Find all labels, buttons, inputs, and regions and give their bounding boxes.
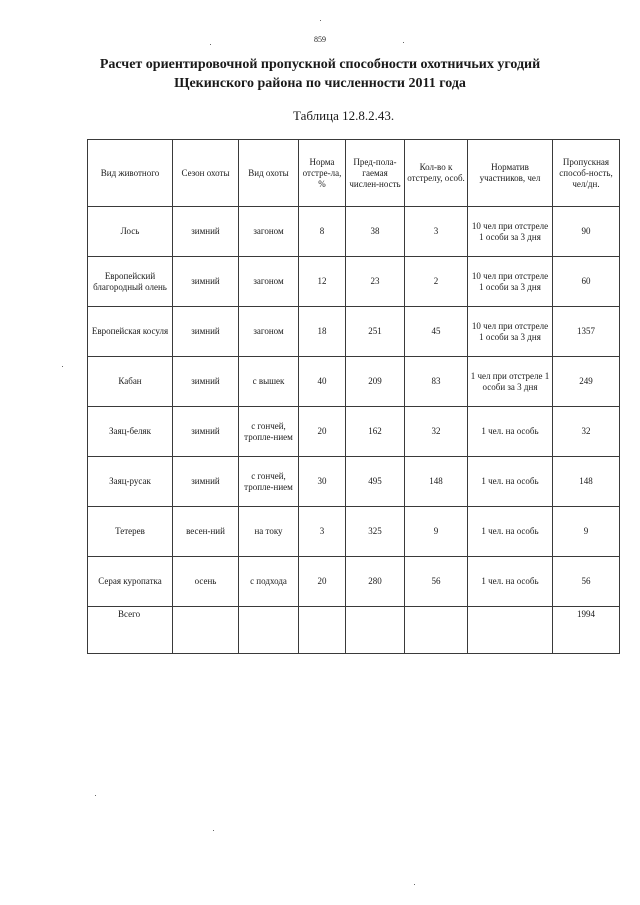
cell-capacity: 148 — [553, 457, 620, 507]
cell-quota: 83 — [405, 357, 468, 407]
cell-population: 280 — [346, 557, 405, 607]
cell-norm: 40 — [299, 357, 346, 407]
header-norm: Норма отстре-ла, % — [299, 140, 346, 207]
cell-animal: Тетерев — [88, 507, 173, 557]
title-line-2: Щекинского района по численности 2011 года — [174, 76, 466, 91]
cell-method: загоном — [239, 307, 299, 357]
header-season: Сезон охоты — [173, 140, 239, 207]
cell-method: с гончей, тропле-нием — [239, 457, 299, 507]
cell-participants: 1 чел. на особь — [468, 557, 553, 607]
table-row — [88, 557, 620, 607]
total-empty-cell — [405, 607, 468, 654]
cell-norm: 8 — [299, 207, 346, 257]
cell-method: с вышек — [239, 357, 299, 407]
cell-norm: 12 — [299, 257, 346, 307]
cell-animal: Серая куропатка — [88, 557, 173, 607]
page-number: 859 — [314, 35, 326, 44]
cell-capacity: 1357 — [553, 307, 620, 357]
table-header-row — [88, 140, 620, 207]
cell-animal: Заяц-беляк — [88, 407, 173, 457]
header-participants: Норматив участников, чел — [468, 140, 553, 207]
cell-method: на току — [239, 507, 299, 557]
cell-season: зимний — [173, 407, 239, 457]
table-label: Таблица 12.8.2.43. — [293, 108, 395, 123]
scan-speck — [403, 42, 404, 43]
scan-speck — [414, 884, 415, 885]
scan-speck — [95, 795, 96, 796]
cell-season: зимний — [173, 207, 239, 257]
cell-population: 325 — [346, 507, 405, 557]
cell-method: с подхода — [239, 557, 299, 607]
cell-norm: 3 — [299, 507, 346, 557]
total-empty-cell — [173, 607, 239, 654]
cell-population: 251 — [346, 307, 405, 357]
table-row — [88, 457, 620, 507]
cell-participants: 1 чел. на особь — [468, 507, 553, 557]
cell-norm: 30 — [299, 457, 346, 507]
cell-participants: 10 чел при отстреле 1 особи за 3 дня — [468, 307, 553, 357]
cell-animal: Заяц-русак — [88, 457, 173, 507]
total-capacity: 1994 — [553, 607, 620, 654]
cell-quota: 32 — [405, 407, 468, 457]
cell-season: зимний — [173, 357, 239, 407]
cell-season: зимний — [173, 307, 239, 357]
cell-population: 23 — [346, 257, 405, 307]
cell-method: с гончей, тропле-нием — [239, 407, 299, 457]
total-empty-cell — [346, 607, 405, 654]
scan-speck — [62, 366, 63, 367]
scan-speck — [213, 830, 214, 831]
cell-capacity: 32 — [553, 407, 620, 457]
total-empty-cell — [468, 607, 553, 654]
table-row — [88, 407, 620, 457]
cell-animal: Кабан — [88, 357, 173, 407]
cell-quota: 56 — [405, 557, 468, 607]
cell-animal: Европейская косуля — [88, 307, 173, 357]
cell-quota: 3 — [405, 207, 468, 257]
cell-population: 162 — [346, 407, 405, 457]
cell-capacity: 9 — [553, 507, 620, 557]
cell-norm: 20 — [299, 557, 346, 607]
cell-participants: 10 чел при отстреле 1 особи за 3 дня — [468, 207, 553, 257]
cell-quota: 148 — [405, 457, 468, 507]
cell-season: весен-ний — [173, 507, 239, 557]
cell-capacity: 56 — [553, 557, 620, 607]
header-animal: Вид животного — [88, 140, 173, 207]
cell-population: 209 — [346, 357, 405, 407]
cell-season: зимний — [173, 257, 239, 307]
cell-participants: 1 чел при отстреле 1 особи за 3 дня — [468, 357, 553, 407]
cell-population: 38 — [346, 207, 405, 257]
table-row — [88, 207, 620, 257]
cell-animal: Европейский благородный олень — [88, 257, 173, 307]
cell-season: зимний — [173, 457, 239, 507]
capacity-table — [87, 139, 620, 654]
title-line-1: Расчет ориентировочной пропускной способности охотничьих угодий — [99, 57, 541, 72]
table-row — [88, 307, 620, 357]
table-row — [88, 357, 620, 407]
header-capacity: Пропускная способ-ность, чел/дн. — [553, 140, 620, 207]
table-row — [88, 257, 620, 307]
header-method: Вид охоты — [239, 140, 299, 207]
cell-animal: Лось — [88, 207, 173, 257]
cell-norm: 20 — [299, 407, 346, 457]
cell-capacity: 249 — [553, 357, 620, 407]
total-label: Всего — [88, 607, 173, 654]
cell-capacity: 90 — [553, 207, 620, 257]
scan-speck — [210, 44, 211, 45]
cell-quota: 2 — [405, 257, 468, 307]
cell-quota: 9 — [405, 507, 468, 557]
table-row — [88, 507, 620, 557]
cell-population: 495 — [346, 457, 405, 507]
header-population: Пред-пола-гаемая числен-ность — [346, 140, 405, 207]
cell-method: загоном — [239, 257, 299, 307]
total-row — [88, 607, 620, 654]
cell-method: загоном — [239, 207, 299, 257]
cell-participants: 10 чел при отстреле 1 особи за 3 дня — [468, 257, 553, 307]
cell-participants: 1 чел. на особь — [468, 407, 553, 457]
scan-speck — [320, 20, 321, 21]
document-title — [40, 55, 600, 93]
total-empty-cell — [239, 607, 299, 654]
cell-capacity: 60 — [553, 257, 620, 307]
header-quota: Кол-во к отстрелу, особ. — [405, 140, 468, 207]
cell-season: осень — [173, 557, 239, 607]
cell-norm: 18 — [299, 307, 346, 357]
cell-quota: 45 — [405, 307, 468, 357]
cell-participants: 1 чел. на особь — [468, 457, 553, 507]
total-empty-cell — [299, 607, 346, 654]
